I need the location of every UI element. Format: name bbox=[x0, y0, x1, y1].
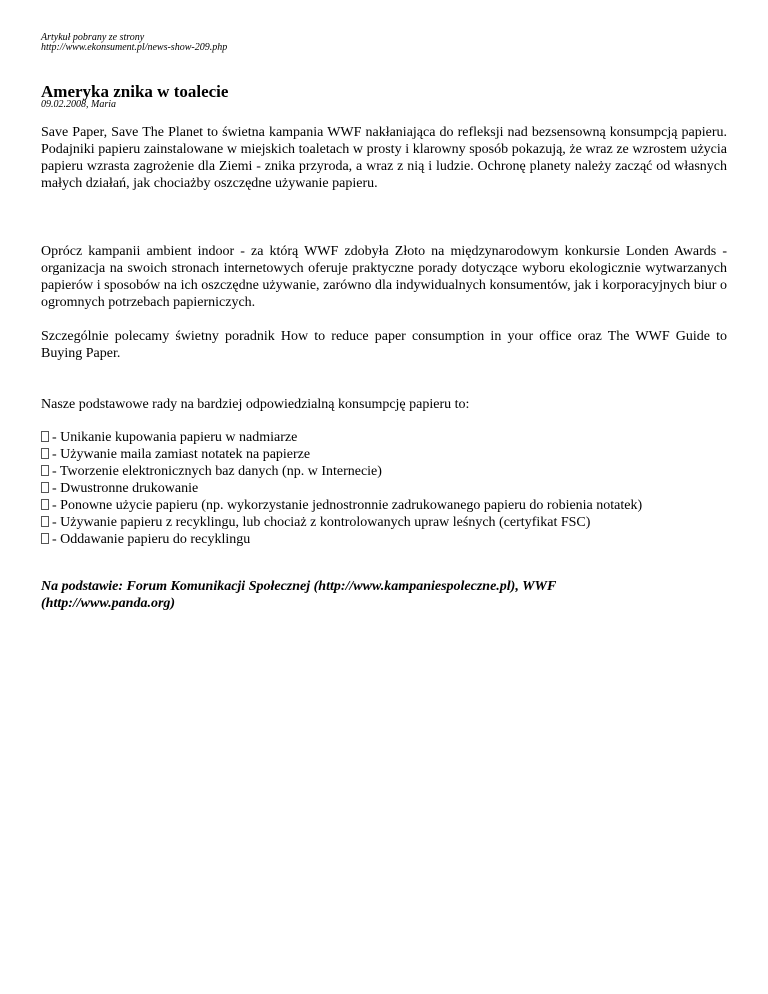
list-item: - Unikanie kupowania papieru w nadmiarze bbox=[41, 429, 642, 446]
missing-glyph-icon bbox=[41, 448, 49, 459]
list-item: - Ponowne użycie papieru (np. wykorzystanie jednostronnie zadrukowanego papieru do robienia notatek) bbox=[41, 497, 642, 514]
article-date-author: 09.02.2008, Maria bbox=[41, 99, 116, 110]
missing-glyph-icon bbox=[41, 533, 49, 544]
missing-glyph-icon bbox=[41, 465, 49, 476]
paragraph-recommendation: Szczególnie polecamy świetny poradnik How to reduce paper consumption in your office oraz The WWF Guide to Buying Paper. bbox=[41, 329, 727, 361]
paragraph-advice-intro: Nasze podstawowe rady na bardziej odpowiedzialną konsumpcję papieru to: bbox=[41, 397, 470, 412]
paragraph-intro: Save Paper, Save The Planet to świetna kampania WWF nakłaniająca do refleksji nad bezsensowną konsumpcją papieru. Podajniki papieru zainstalowane w miejskich toaletach w prosty i klarowny sposób pokazują, że wraz ze wzrostem użycia papieru wzrasta zagrożenie dla Ziemi - znika przyroda, a wraz z nią i ludzie. Ochronę planety należy zacząć od własnych małych działań, jak chociażby oszczędne używanie papieru. bbox=[41, 125, 727, 191]
list-item: - Oddawanie papieru do recyklingu bbox=[41, 531, 642, 548]
missing-glyph-icon bbox=[41, 431, 49, 442]
source-label: Artykuł pobrany ze strony bbox=[41, 32, 145, 43]
source-attribution-line: (http://www.panda.org) bbox=[41, 596, 176, 611]
list-item: - Używanie maila zamiast notatek na papierze bbox=[41, 446, 642, 463]
list-item: - Dwustronne drukowanie bbox=[41, 480, 642, 497]
advice-list bbox=[41, 429, 642, 548]
source-attribution-line: Na podstawie: Forum Komunikacji Społecznej (http://www.kampaniespoleczne.pl), WWF bbox=[41, 579, 557, 594]
missing-glyph-icon bbox=[41, 516, 49, 527]
list-item: - Używanie papieru z recyklingu, lub chociaż z kontrolowanych upraw leśnych (certyfikat FSC) bbox=[41, 514, 642, 531]
list-item: - Tworzenie elektronicznych baz danych (np. w Internecie) bbox=[41, 463, 642, 480]
source-info bbox=[41, 33, 227, 53]
source-attribution bbox=[41, 578, 727, 612]
missing-glyph-icon bbox=[41, 499, 49, 510]
article-title: Ameryka znika w toalecie bbox=[41, 82, 229, 101]
source-url: http://www.ekonsument.pl/news-show-209.php bbox=[41, 42, 228, 53]
missing-glyph-icon bbox=[41, 482, 49, 493]
paragraph-campaign: Oprócz kampanii ambient indoor - za którą WWF zdobyła Złoto na międzynarodowym konkursie Londen Awards - organizacja na swoich stronach internetowych oferuje praktyczne porady dotyczące wyboru ekologicznie wytwarzanych papierów i sposobów na ich oszczędne używanie, zarówno dla indywidualnych konsumentów, jak i korporacyjnych biur o ogromnych potrzebach papierniczych. bbox=[41, 244, 727, 310]
